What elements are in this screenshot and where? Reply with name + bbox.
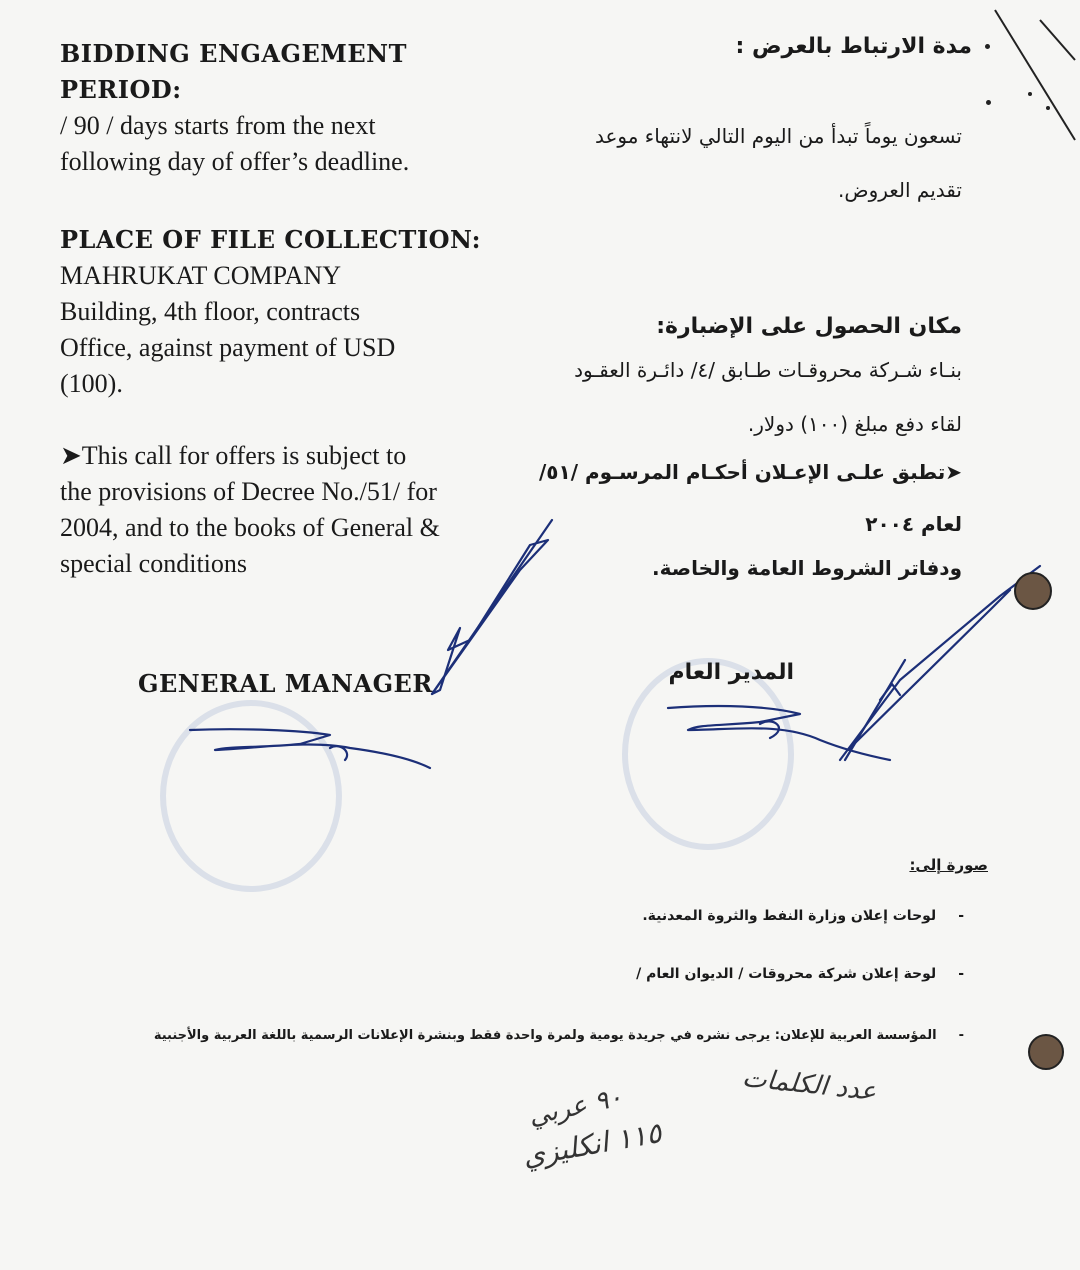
official-stamp-left <box>160 700 342 892</box>
punch-hole-dot-lower <box>1028 1034 1064 1070</box>
place-text-2: Building, 4th floor, contracts <box>60 297 361 326</box>
handwritten-arabic-count: ٩٠ عربي <box>525 1082 626 1132</box>
arabic-call-text-3: ودفاتر الشروط العامة والخاصة. <box>652 556 962 580</box>
dash: - <box>958 908 964 924</box>
bidding-period-title: BIDDING ENGAGEMENT <box>60 39 407 68</box>
arabic-bidding-text-1: تسعون يوماً تبدأ من اليوم التالي لانتهاء موعد <box>594 124 962 148</box>
copies-title: صورة إلى: <box>909 856 988 874</box>
speck-dot <box>1028 92 1032 96</box>
handwritten-english-count: ١١٥ انكليزي <box>520 1116 664 1173</box>
place-title: PLACE OF FILE COLLECTION: <box>60 225 481 254</box>
english-call-section <box>60 438 480 582</box>
general-manager-en <box>138 666 433 702</box>
arabic-bidding-text-2: تقديم العروض. <box>838 178 962 202</box>
bidding-period-text-1: / 90 / days starts from the next <box>60 111 376 140</box>
bidding-period-text-2: following day of offer’s deadline. <box>60 147 410 176</box>
speck-dot <box>1046 106 1050 110</box>
general-manager-en-label: GENERAL MANAGER <box>138 669 433 698</box>
official-stamp-right <box>622 658 794 850</box>
corner-fold-line <box>995 10 1075 140</box>
speck-dot <box>985 44 990 49</box>
place-text-1: MAHRUKAT COMPANY <box>60 261 342 290</box>
copies-item-2-text: لوحة إعلان شركة محروقات / الديوان العام / <box>636 966 937 982</box>
signature-right-diagonal <box>840 566 1040 760</box>
arabic-place-text-2: لقاء دفع مبلغ (١٠٠) دولار. <box>747 412 962 436</box>
dash: - <box>958 966 964 982</box>
arabic-bidding-title: مدة الارتباط بالعرض : <box>735 34 972 59</box>
place-text-3: Office, against payment of USD <box>60 333 396 362</box>
call-text-2: the provisions of Decree No./51/ for <box>60 477 437 506</box>
place-text-4: (100). <box>60 369 123 398</box>
english-place-section <box>60 222 481 402</box>
punch-hole-dot-upper <box>1014 572 1052 610</box>
copies-item-3 <box>154 1028 964 1043</box>
arabic-call-text-1: ➤تطبق علـى الإعـلان أحكـام المرسـوم /٥١/ <box>538 460 962 484</box>
arabic-call-text-2: لعام ٢٠٠٤ <box>865 512 962 536</box>
handwritten-word-count: عدد الكلمات <box>740 1063 878 1107</box>
call-text-3: 2004, and to the books of General & <box>60 513 440 542</box>
speck-dot <box>986 100 991 105</box>
general-manager-ar: المدير العام <box>668 660 794 685</box>
bidding-period-title-2: PERIOD: <box>60 75 182 104</box>
dash: - <box>958 1028 964 1043</box>
copies-item-1 <box>642 908 964 924</box>
call-text-1: ➤This call for offers is subject to <box>60 441 407 470</box>
arabic-place-text-1: بنـاء شـركة محروقـات طـابق /٤/ دائـرة العقـود <box>574 358 962 382</box>
call-text-4: special conditions <box>60 549 248 578</box>
arabic-place-title: مكان الحصول على الإضبارة: <box>656 314 962 339</box>
english-column <box>60 36 480 180</box>
copies-item-1-text: لوحات إعلان وزارة النفط والثروة المعدنية. <box>642 908 937 924</box>
copies-item-3-text: المؤسسة العربية للإعلان: يرجى نشره في جريدة يومية ولمرة واحدة فقط وبنشرة الإعلانات الرسمية باللغة العربية والأجنبية <box>153 1028 937 1043</box>
copies-item-2 <box>636 966 964 982</box>
